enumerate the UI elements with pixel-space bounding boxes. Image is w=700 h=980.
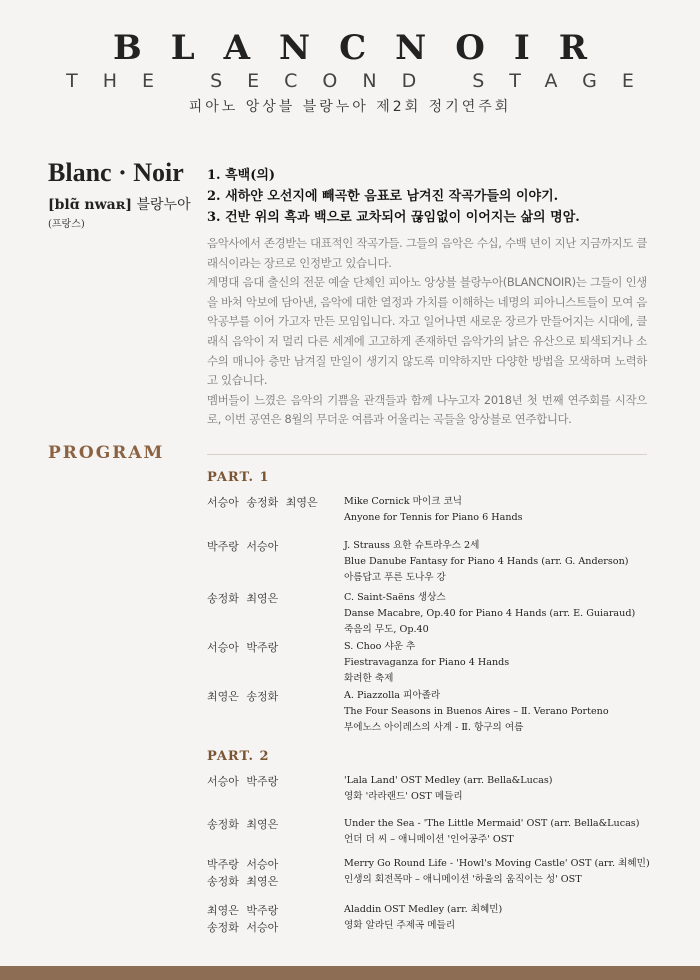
performers: 최영은 송정화: [207, 690, 279, 703]
performers: 최영은 박주랑 송정화 서승아: [207, 904, 279, 934]
performers: 서승아 송정화 최영은: [207, 496, 318, 509]
performers: 서승아 박주랑: [207, 775, 279, 788]
piece-info: Merry Go Round Life - 'Howl's Moving Castle' OST (arr. 최혜민) 인생의 회전목마 – 애니메이션 '하울의 움직이는 성' OST: [344, 858, 650, 885]
program-heading: PROGRAM: [48, 443, 165, 463]
meaning-1: 1. 흑백(의): [207, 168, 276, 183]
definition-pronunciation-line: [48, 194, 191, 214]
meaning-2: 2. 새하얀 오선지에 빼곡한 음표로 남겨진 작곡가들의 이야기.: [207, 189, 559, 204]
piece-info: Under the Sea - 'The Little Mermaid' OST (arr. Bella&Lucas) 언더 더 씨 – 애니메이션 '인어공주' OST: [344, 818, 640, 845]
piece-info: Aladdin OST Medley (arr. 최혜민) 영화 알라딘 주제곡 메들리: [344, 904, 503, 931]
intro-text: [207, 234, 647, 430]
korean-name: 블랑누아: [136, 197, 191, 213]
brand-title: BLANCNOIR: [112, 28, 617, 68]
piece-info: C. Saint-Saëns 생상스 Danse Macabre, Op.40 for Piano 4 Hands (arr. E. Guiaraud) 죽음의 무도, Op.40: [344, 592, 636, 635]
piece-info: 'Lala Land' OST Medley (arr. Bella&Lucas) 영화 '라라랜드' OST 메들리: [344, 775, 553, 802]
performers: 박주랑 서승아: [207, 540, 279, 553]
performers: 서승아 박주랑: [207, 641, 279, 654]
language-note: (프랑스): [48, 219, 85, 230]
piece-info: J. Strauss 요한 슈트라우스 2세 Blue Danube Fantasy for Piano 4 Hands (arr. G. Anderson) 아름답고 푸른 도나우 강: [344, 540, 629, 583]
performers: 박주랑 서승아 송정화 최영은: [207, 858, 279, 888]
piece-info: Mike Cornick 마이크 코닉 Anyone for Tennis for Piano 6 Hands: [344, 496, 523, 523]
footer-bar: [0, 966, 700, 980]
intro-paragraph: 멤버들이 느꼈은 음악의 기쁨을 관객들과 함께 나누고자 2018년 첫 번째 연주회를 시작으로, 이번 공연은 8월의 무더운 여름과 어울리는 곡들을 앙상블로 연주합니다.: [207, 392, 647, 427]
meaning-3: 3. 건반 위의 흑과 백으로 교차되어 끊임없이 이어지는 삶의 명암.: [207, 210, 580, 225]
intro-paragraph: 음악사에서 존경받는 대표적인 작곡가들. 그들의 음악은 수십, 수백 년이 지난 지금까지도 클래식이라는 장르로 인정받고 있습니다.: [207, 236, 647, 270]
piece-info: S. Choo 샤운 추 Fiestravaganza for Piano 4 Hands 화려한 축제: [344, 641, 510, 684]
intro-paragraph: 계명대 음대 출신의 전문 예술 단체인 피아노 앙상블 블랑누아(BLANCNOIR)는 그들이 인생을 바쳐 악보에 담아낸, 음악에 대한 열정과 가치를 이해하는 네명의 피아니스트들이 모여 음악공부를 이어 가고자 만든 모임입니다. 자고 일어나면 새로운 장르가 만들어지는 시대에, 클래식 음악이 저 멀리 다른 세계에 고고하게 존재하던 음악가의 낡은 유산으로 퇴색되거나 소수의 매니아 층만 남겨질 만일이 생기지 않도록 미약하지만 다양한 방법을 모색하며 노력하고 있습니다.: [207, 275, 647, 388]
piece-info: A. Piazzolla 피아졸라 The Four Seasons in Buenos Aires – Ⅱ. Verano Porteno 부에노스 아이레스의 사계 - Ⅱ. 항구의 여름: [344, 690, 609, 733]
performers: 송정화 최영은: [207, 818, 279, 831]
concert-title: 피아노 앙상블 블랑누아 제2회 정기연주회: [188, 99, 512, 115]
part-1-title: PART. 1: [207, 470, 270, 485]
performers: 송정화 최영은: [207, 592, 279, 605]
definition-word: Blanc · Noir: [48, 158, 184, 187]
divider: [207, 454, 647, 455]
stage-subtitle: THE SECOND STAGE: [66, 70, 659, 92]
part-2-title: PART. 2: [207, 749, 270, 764]
pronunciation: [blɑ̃ nwaʀ]: [48, 197, 133, 213]
